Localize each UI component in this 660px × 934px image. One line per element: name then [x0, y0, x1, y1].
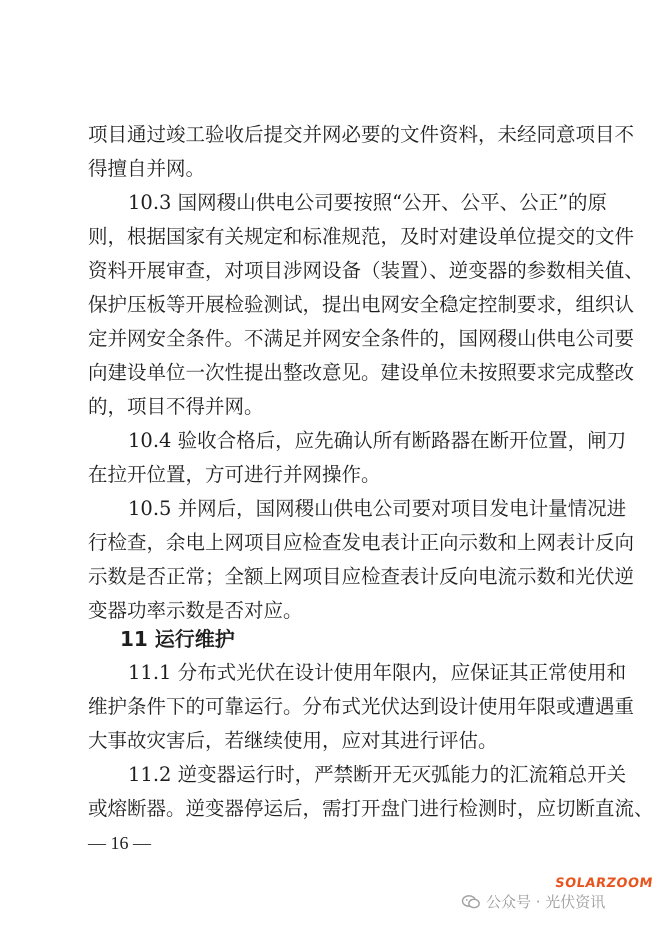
text-line: 大事故灾害后，若继续使用，应对其进行评估。	[88, 729, 498, 752]
text-line: 的，项目不得并网。	[88, 395, 264, 418]
text-line: 10.3 国网稷山供电公司要按照“公开、公平、公正”的原	[128, 191, 608, 214]
text-line: 定并网安全条件。不满足并网安全条件的，国网稷山供电公司要	[88, 327, 635, 350]
text-line: 维护条件下的可靠运行。分布式光伏达到设计使用年限或遭遇重	[88, 695, 635, 718]
wechat-icon	[462, 895, 480, 909]
text-line: 11.1 分布式光伏在设计使用年限内，应保证其正常使用和	[128, 661, 627, 684]
text-line: 10.4 验收合格后，应先确认所有断路器在断开位置，闸刀	[128, 429, 627, 452]
text-line: 示数是否正常；全额上网项目应检查表计反向电流示数和光伏逆	[88, 565, 635, 588]
text-line: 行检查，余电上网项目应检查发电表计正向示数和上网表计反向	[88, 531, 635, 554]
text-line: 则，根据国家有关规定和标准规范，及时对建设单位提交的文件	[88, 225, 635, 248]
page-number: — 16 —	[88, 833, 151, 853]
text-line: 得擅自并网。	[88, 157, 206, 180]
text-line: 10.5 并网后，国网稷山供电公司要对项目发电计量情况进	[128, 497, 627, 520]
text-line: 保护压板等开展检验测试，提出电网安全稳定控制要求，组织认	[88, 293, 635, 316]
text-line: 变器功率示数是否对应。	[88, 599, 303, 622]
watermark-brand: SOLARZOOM	[554, 876, 654, 891]
watermark-channel: 公众号 · 光伏资讯	[486, 893, 606, 911]
text-line: 或熔断器。逆变器停运后，需打开盘门进行检测时，应切断直流、	[88, 797, 654, 820]
text-line: 在拉开位置，方可进行并网操作。	[88, 463, 381, 486]
text-line: 向建设单位一次性提出整改意见。建设单位未按照要求完成整改	[88, 361, 635, 384]
text-line: 11.2 逆变器运行时，严禁断开无灭弧能力的汇流箱总开关	[128, 763, 627, 786]
text-line: 资料开展审查，对项目涉网设备（装置）、逆变器的参数相关值、	[88, 259, 644, 282]
text-line: 项目通过竣工验收后提交并网必要的文件资料，未经同意项目不	[88, 123, 635, 146]
section-heading: 11 运行维护	[120, 627, 235, 651]
